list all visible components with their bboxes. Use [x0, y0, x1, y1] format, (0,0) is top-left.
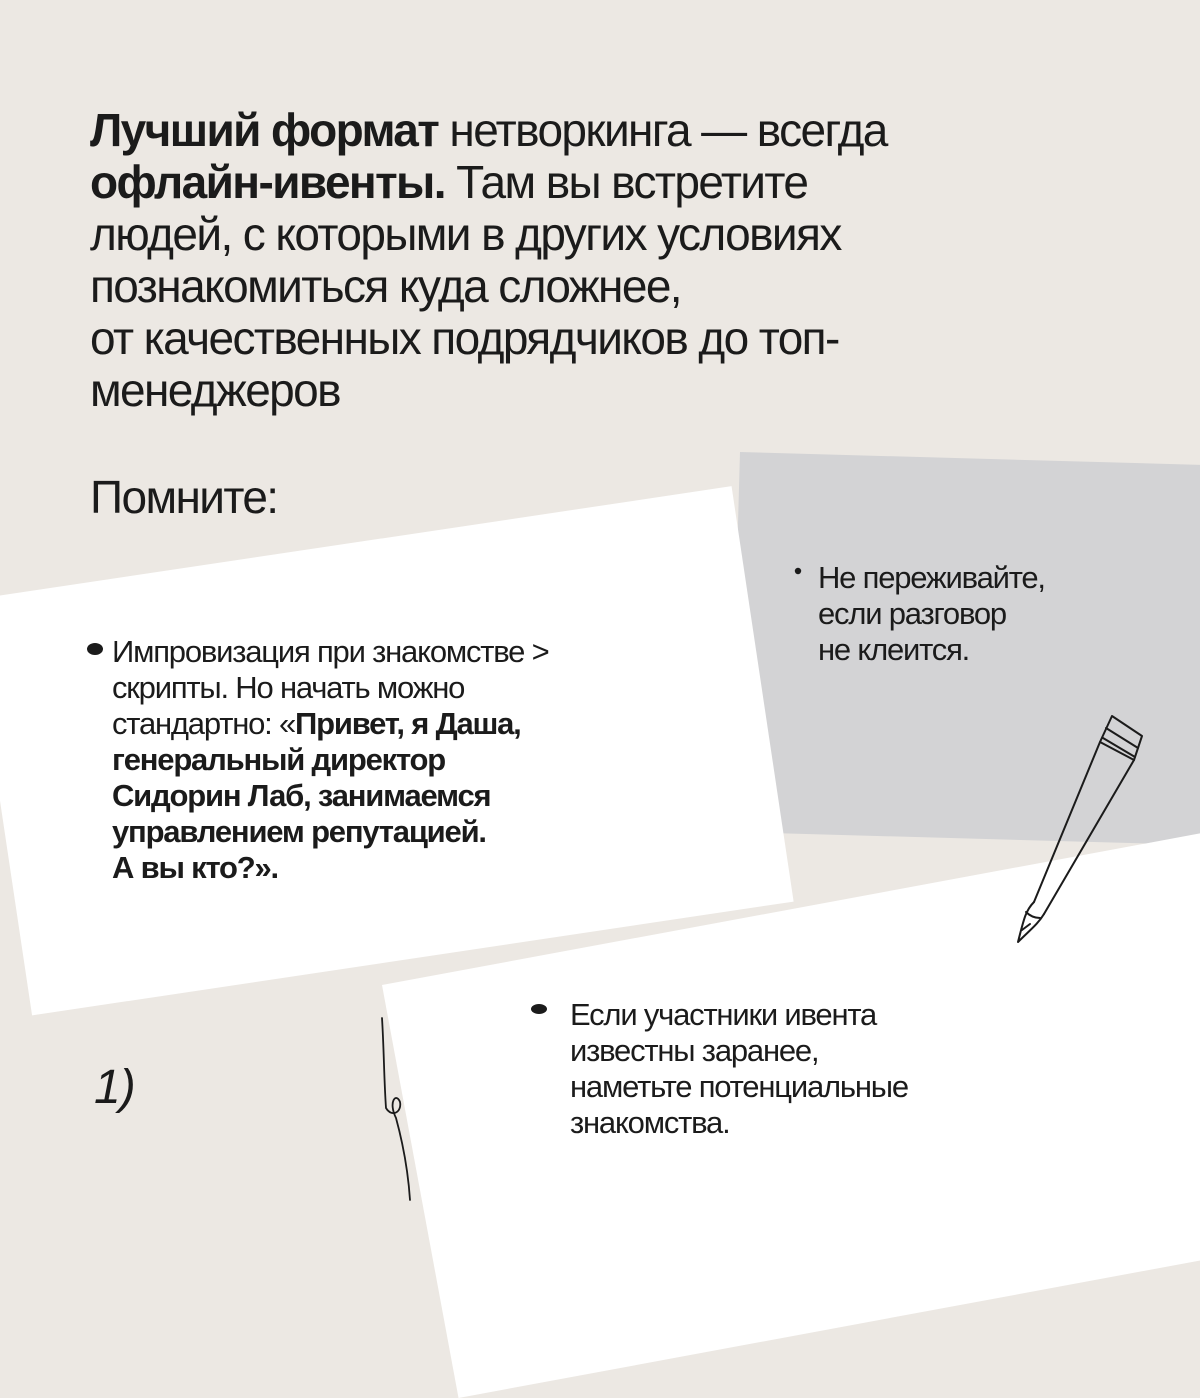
intro-bold-1: Лучший формат	[90, 104, 439, 156]
tip-bottom-line-3: наметьте потенциальные	[570, 1069, 908, 1104]
tip-left-line-4: генеральный директор	[112, 742, 445, 777]
tip-left-line-1: Импровизация при знакомстве >	[112, 634, 549, 669]
intro-line-4: познакомиться куда сложнее,	[90, 260, 681, 312]
tip-bottom-line-1: Если участники ивента	[570, 997, 877, 1032]
tip-bottom-line-4: знакомства.	[570, 1105, 730, 1140]
tip-right-line-3: не клеится.	[818, 632, 970, 667]
intro-line-6: менеджеров	[90, 364, 340, 416]
intro-text-1: нетворкинга — всегда	[438, 104, 887, 156]
tip-left-line-5: Сидорин Лаб, занимаемся	[112, 778, 491, 813]
tip-left-line-3-plain: стандартно: «	[112, 706, 296, 741]
tip-left-line-3-bold: Привет, я Даша,	[295, 706, 521, 741]
tip-bottom-line-2: известны заранее,	[570, 1033, 819, 1068]
slide-number: 1)	[94, 1061, 135, 1114]
tip-right-line-1: Не переживайте,	[818, 560, 1045, 595]
intro-text-2: Там вы встретите	[444, 156, 808, 208]
intro-line-3: людей, с которыми в других условиях	[90, 208, 841, 260]
remember-heading: Помните:	[90, 471, 278, 523]
intro-line-5: от качественных подрядчиков до топ-	[90, 312, 839, 364]
tip-left-line-6: управлением репутацией.	[112, 814, 486, 849]
tip-right-line-2: если разговор	[818, 596, 1006, 631]
tip-left-line-7: А вы кто?».	[112, 850, 278, 885]
tip-left-line-2: скрипты. Но начать можно	[112, 670, 465, 705]
intro-bold-2: офлайн-ивенты.	[90, 156, 445, 208]
